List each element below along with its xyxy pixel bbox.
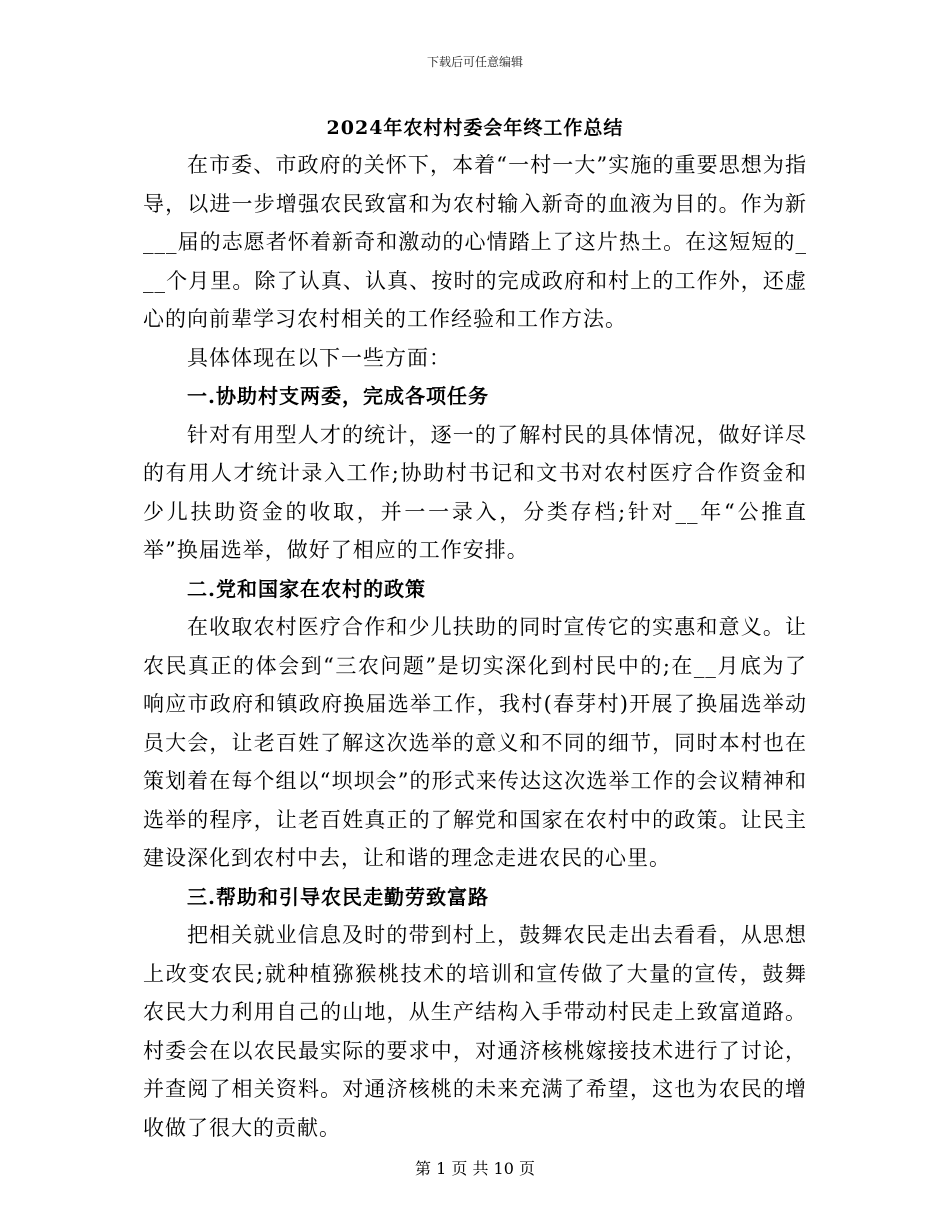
- section-heading-2: 二.党和国家在农村的政策: [187, 576, 426, 601]
- section-body-1: 针对有用型人才的统计，逐一的了解村民的具体情况，做好详尽的有用人才统计录入工作;协助村书记和文书对农村医疗合作资金和少儿扶助资金的收取，并一一录入，分类存档;针对__年“公推直举”换届选举，做好了相应的工作安排。: [143, 422, 807, 562]
- intro-paragraph: 在市委、市政府的关怀下，本着“一村一大”实施的重要思想为指导，以进一步增强农民致富和为农村输入新奇的血液为目的。作为新___届的志愿者怀着新奇和激动的心情踏上了这片热土。在这短短的___个月里。除了认真、认真、按时的完成政府和村上的工作外，还虚心的向前辈学习农村相关的工作经验和工作方法。: [143, 153, 807, 331]
- lead-paragraph: 具体体现在以下一些方面：: [187, 345, 451, 370]
- document-body: [143, 110, 807, 1147]
- section-body-2: 在收取农村医疗合作和少儿扶助的同时宣传它的实惠和意义。让农民真正的体会到“三农问题”是切实深化到村民中的;在__月底为了响应市政府和镇政府换届选举工作，我村(春芽村)开展了换届选举动员大会，让老百姓了解这次选举的意义和不同的细节，同时本村也在策划着在每个组以“坝坝会”的形式来传达这次选举工作的会议精神和选举的程序，让老百姓真正的了解党和国家在农村中的政策。让民主建设深化到农村中去，让和谐的理念走进农民的心里。: [143, 615, 807, 870]
- section-heading-3: 三.帮助和引导农民走勤劳致富路: [187, 884, 489, 909]
- header-note: 下载后可任意编辑: [426, 55, 523, 69]
- section-body-3: 把相关就业信息及时的带到村上，鼓舞农民走出去看看，从思想上改变农民;就种植猕猴桃技术的培训和宣传做了大量的宣传，鼓舞农民大力利用自己的山地，从生产结构入手带动村民走上致富道路。村委会在以农民最实际的要求中，对通济核桃嫁接技术进行了讨论，并查阅了相关资料。对通济核桃的未来充满了希望，这也为农民的增收做了很大的贡献。: [143, 923, 807, 1140]
- section-heading-1: 一.协助村支两委，完成各项任务: [187, 384, 489, 408]
- page-footer: 第 1 页 共 10 页: [415, 1159, 535, 1178]
- document-title: 2024年农村村委会年终工作总结: [326, 117, 624, 139]
